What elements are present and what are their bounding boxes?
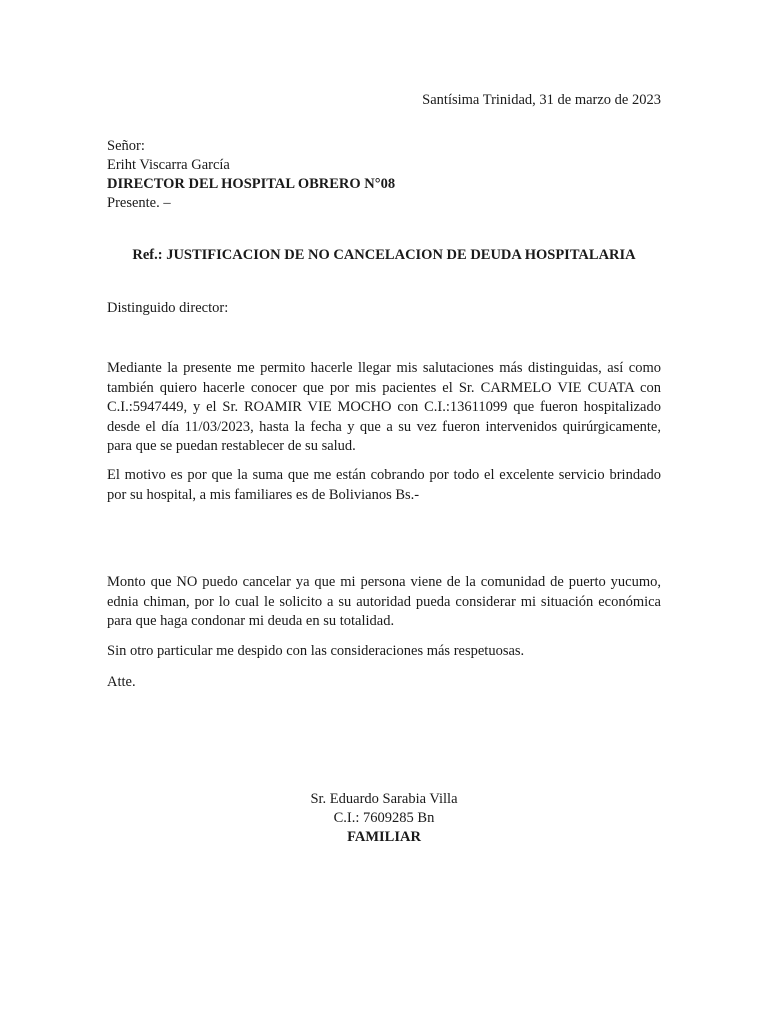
signature-id: C.I.: 7609285 Bn bbox=[333, 810, 435, 826]
signature-role: FAMILIAR bbox=[347, 829, 421, 845]
recipient-title: Señor: bbox=[107, 138, 145, 154]
recipient-presente: Presente. – bbox=[107, 195, 171, 211]
recipient-position: DIRECTOR DEL HOSPITAL OBRERO N°08 bbox=[107, 176, 396, 192]
body-paragraph-3: Monto que NO puedo cancelar ya que mi persona viene de la comunidad de puerto yucumo, ednia chiman, por lo cual le solicito a su autoridad pueda considerar mi situación económica para que haga condonar mi deuda en su totalidad. bbox=[107, 574, 661, 629]
date-line: Santísima Trinidad, 31 de marzo de 2023 bbox=[422, 92, 661, 108]
closing: Atte. bbox=[107, 674, 136, 690]
signature-name: Sr. Eduardo Sarabia Villa bbox=[310, 791, 458, 807]
recipient-block bbox=[107, 137, 395, 213]
body-paragraph-4: Sin otro particular me despido con las consideraciones más respetuosas. bbox=[107, 643, 525, 659]
body-paragraph-1: Mediante la presente me permito hacerle llegar mis salutaciones más distinguidas, así como también quiero hacerle conocer que por mis pacientes el Sr. CARMELO VIE CUATA con C.I.:5947449, y el Sr. ROAMIR VIE MOCHO con C.I.:13611099 que fueron hospitalizado desde el día 11/03/2023, hasta la fecha y que a su vez fueron intervenidos quirúrgicamente, para que se puedan restablecer de su salud. bbox=[107, 360, 661, 454]
signature-block bbox=[107, 790, 661, 847]
body-paragraph-2: El motivo es por que la suma que me están cobrando por todo el excelente servicio brindado por su hospital, a mis familiares es de Bolivianos Bs.- bbox=[107, 467, 661, 503]
reference-line: Ref.: JUSTIFICACION DE NO CANCELACION DE DEUDA HOSPITALARIA bbox=[132, 247, 636, 263]
greeting: Distinguido director: bbox=[107, 300, 229, 316]
recipient-name: Eriht Viscarra García bbox=[107, 157, 230, 173]
